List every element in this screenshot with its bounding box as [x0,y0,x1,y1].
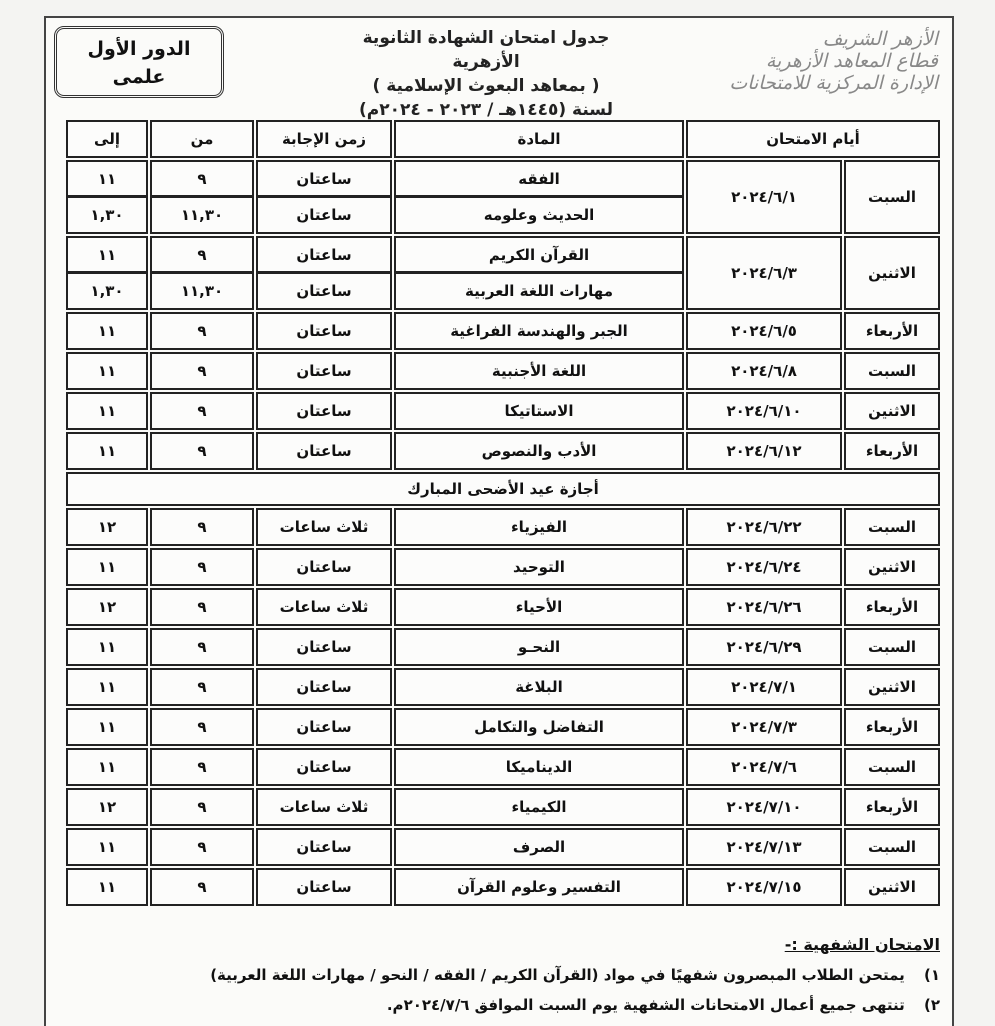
note-item [60,990,940,1020]
exam-day: الاثنين [844,236,940,310]
exam-start-time: ٩ [150,748,254,786]
exam-subject: التوحيد [394,548,684,586]
exam-subject: الأدب والنصوص [394,432,684,470]
header-to: إلى [66,120,148,158]
exam-day: السبت [844,352,940,390]
exam-day: الأربعاء [844,708,940,746]
exam-date: ٢٠٢٤/٦/٢٦ [686,588,842,626]
exam-date: ٢٠٢٤/٧/٣ [686,708,842,746]
exam-end-time: ١١ [66,236,148,273]
exam-duration: ثلاث ساعات [256,588,392,626]
exam-date: ٢٠٢٤/٦/١ [686,160,842,234]
exam-subject: الاستاتيكا [394,392,684,430]
exam-day: الاثنين [844,548,940,586]
exam-start-time: ٩ [150,312,254,350]
exam-date: ٢٠٢٤/٦/٥ [686,312,842,350]
exam-date: ٢٠٢٤/٦/٢٤ [686,548,842,586]
exam-subject: اللغة الأجنبية [394,352,684,390]
exam-subject: الجبر والهندسة الفراغية [394,312,684,350]
exam-start-time: ٩ [150,352,254,390]
oral-exam-notes [60,930,940,1020]
exam-duration: ساعتان [256,197,392,234]
exam-date: ٢٠٢٤/٦/١٢ [686,432,842,470]
exam-date: ٢٠٢٤/٦/١٠ [686,392,842,430]
exam-duration: ساعتان [256,432,392,470]
exam-start-time: ٩ [150,160,254,197]
holiday-row: أجازة عيد الأضحى المبارك [66,472,940,506]
exam-start-time: ٩ [150,868,254,906]
exam-end-time: ١١ [66,160,148,197]
exam-date: ٢٠٢٤/٧/١٥ [686,868,842,906]
exam-end-time: ١١ [66,628,148,666]
exam-day: السبت [844,160,940,234]
note-number: ١) [923,966,940,984]
authority-line: الإدارة المركزية للامتحانات [729,72,938,94]
exam-start-time: ٩ [150,828,254,866]
exam-end-time: ١,٣٠ [66,197,148,234]
exam-day: الاثنين [844,668,940,706]
exam-end-time: ١١ [66,432,148,470]
exam-end-time: ١١ [66,352,148,390]
title-line: ( بمعاهد البعوث الإسلامية ) [372,76,600,96]
exam-start-time: ٩ [150,708,254,746]
exam-end-time: ١١ [66,868,148,906]
exam-subject: الحديث وعلومه [394,197,684,234]
exam-end-time: ١١ [66,392,148,430]
exam-subject: الديناميكا [394,748,684,786]
exam-day: السبت [844,828,940,866]
header-from: من [150,120,254,158]
exam-duration: ساعتان [256,628,392,666]
round-box [54,26,224,98]
exam-duration: ساعتان [256,748,392,786]
notes-title: الامتحان الشفهية :- [784,935,940,954]
exam-duration: ساعتان [256,868,392,906]
exam-day: الأربعاء [844,588,940,626]
note-item [60,960,940,990]
round-label: الدور الأول [87,38,191,60]
exam-duration: ساعتان [256,668,392,706]
exam-day: السبت [844,508,940,546]
exam-start-time: ٩ [150,508,254,546]
exam-day: الأربعاء [844,788,940,826]
exam-duration: ثلاث ساعات [256,508,392,546]
exam-end-time: ١١ [66,828,148,866]
exam-end-time: ١١ [66,748,148,786]
exam-date: ٢٠٢٤/٧/٦ [686,748,842,786]
exam-duration: ساعتان [256,236,392,273]
exam-end-time: ١١ [66,312,148,350]
exam-duration: ساعتان [256,548,392,586]
exam-duration: ساعتان [256,273,392,310]
exam-duration: ثلاث ساعات [256,788,392,826]
note-number: ٢) [923,996,940,1014]
authority-letterhead [729,28,938,94]
exam-subject: النحـو [394,628,684,666]
header-duration: زمن الإجابة [256,120,392,158]
exam-end-time: ١٢ [66,588,148,626]
document-header [46,18,952,118]
exam-start-time: ٩ [150,548,254,586]
exam-duration: ساعتان [256,828,392,866]
exam-subject: الأحياء [394,588,684,626]
exam-date: ٢٠٢٤/٦/٣ [686,236,842,310]
exam-date: ٢٠٢٤/٦/٢٢ [686,508,842,546]
exam-subject: التفسير وعلوم القرآن [394,868,684,906]
header-days: أيام الامتحان [686,120,940,158]
schedule-title [336,26,636,122]
exam-start-time: ٩ [150,628,254,666]
exam-subject: مهارات اللغة العربية [394,273,684,310]
exam-day: السبت [844,748,940,786]
exam-end-time: ١١ [66,708,148,746]
authority-line: الأزهر الشريف [822,28,938,50]
exam-start-time: ٩ [150,236,254,273]
exam-start-time: ٩ [150,432,254,470]
exam-duration: ساعتان [256,708,392,746]
note-text: يمتحن الطلاب المبصرون شفهيًا في مواد (القرآن الكريم / الفقه / النحو / مهارات اللغة العربية) [210,966,905,984]
exam-date: ٢٠٢٤/٦/٢٩ [686,628,842,666]
exam-subject: الفيزياء [394,508,684,546]
exam-subject: الفقه [394,160,684,197]
exam-start-time: ١١,٣٠ [150,273,254,310]
exam-date: ٢٠٢٤/٧/١٣ [686,828,842,866]
exam-start-time: ٩ [150,668,254,706]
title-line: لسنة (١٤٤٥هـ / ٢٠٢٣ - ٢٠٢٤م) [359,100,613,120]
exam-duration: ساعتان [256,160,392,197]
exam-subject: الصرف [394,828,684,866]
exam-date: ٢٠٢٤/٧/١ [686,668,842,706]
exam-end-time: ١٢ [66,788,148,826]
exam-day: السبت [844,628,940,666]
exam-day: الاثنين [844,868,940,906]
exam-start-time: ٩ [150,588,254,626]
exam-duration: ساعتان [256,392,392,430]
exam-end-time: ١,٣٠ [66,273,148,310]
exam-subject: التفاضل والتكامل [394,708,684,746]
title-line: جدول امتحان الشهادة الثانوية الأزهرية [362,28,610,72]
exam-subject: البلاغة [394,668,684,706]
exam-date: ٢٠٢٤/٦/٨ [686,352,842,390]
exam-end-time: ١١ [66,548,148,586]
exam-duration: ساعتان [256,312,392,350]
exam-day: الاثنين [844,392,940,430]
exam-date: ٢٠٢٤/٧/١٠ [686,788,842,826]
exam-start-time: ٩ [150,392,254,430]
exam-end-time: ١٢ [66,508,148,546]
exam-day: الأربعاء [844,312,940,350]
exam-schedule-page [44,16,954,1026]
exam-end-time: ١١ [66,668,148,706]
exam-start-time: ١١,٣٠ [150,197,254,234]
exam-duration: ساعتان [256,352,392,390]
exam-subject: القرآن الكريم [394,236,684,273]
header-subject: المادة [394,120,684,158]
exam-start-time: ٩ [150,788,254,826]
exam-day: الأربعاء [844,432,940,470]
track-label: علمى [112,66,166,88]
authority-line: قطاع المعاهد الأزهرية [765,50,938,72]
note-text: تنتهى جميع أعمال الامتحانات الشفهية يوم السبت الموافق ٢٠٢٤/٧/٦م. [386,996,905,1014]
exam-subject: الكيمياء [394,788,684,826]
